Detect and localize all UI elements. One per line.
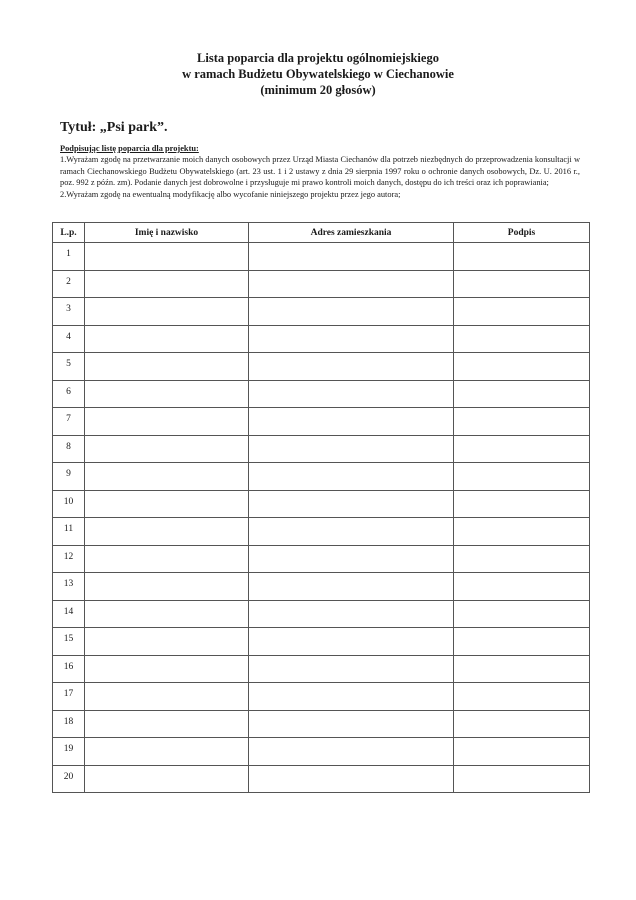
table-row (53, 380, 590, 408)
consent-point-1: 1.Wyrażam zgodę na przetwarzanie moich danych osobowych przez Urząd Miasta Ciechanów dla potrzeb niezbędnych do przeprowadzenia konsultacji w ramach Ciechanowskiego Budżetu Obywatelskiego (art. 23 ust. 1 i 2 ustawy z dnia 29 sierpnia 1997 roku o ochronie danych osobowych, Dz. U. 2016 r., poz. 992 z późn. zm). Podanie danych jest dobrowolne i przysługuje mi prawo kontroli moich danych, dostępu do ich treści oraz ich poprawiania; (60, 155, 580, 188)
row-number: 19 (53, 738, 85, 766)
signature-cell (454, 270, 590, 298)
table-row (53, 270, 590, 298)
table-row (53, 243, 590, 271)
signature-cell (454, 573, 590, 601)
signature-cell (454, 683, 590, 711)
table-row (53, 710, 590, 738)
address-cell (249, 765, 454, 793)
row-number: 10 (53, 490, 85, 518)
address-cell (249, 573, 454, 601)
table-header-row (53, 223, 590, 243)
address-cell (249, 628, 454, 656)
row-number: 16 (53, 655, 85, 683)
table-row (53, 490, 590, 518)
signature-cell (454, 490, 590, 518)
name-cell (85, 655, 249, 683)
address-cell (249, 435, 454, 463)
project-title: Tytuł: „Psi park”. (60, 120, 168, 135)
table-row (53, 298, 590, 326)
signature-cell (454, 463, 590, 491)
name-cell (85, 683, 249, 711)
consent-heading: Podpisując listę poparcia dla projektu: (60, 144, 199, 153)
address-cell (249, 353, 454, 381)
signature-cell (454, 600, 590, 628)
signature-table (52, 222, 590, 793)
row-number: 1 (53, 243, 85, 271)
name-cell (85, 380, 249, 408)
heading-line-1: Lista poparcia dla projektu ogólnomiejskiego (197, 51, 439, 65)
header-address: Adres zamieszkania (249, 223, 454, 243)
heading-line-2: w ramach Budżetu Obywatelskiego w Ciechanowie (182, 67, 454, 81)
address-cell (249, 738, 454, 766)
name-cell (85, 600, 249, 628)
name-cell (85, 518, 249, 546)
address-cell (249, 380, 454, 408)
signature-cell (454, 243, 590, 271)
heading-line-3: (minimum 20 głosów) (260, 83, 376, 97)
address-cell (249, 270, 454, 298)
row-number: 13 (53, 573, 85, 601)
table-row (53, 463, 590, 491)
row-number: 7 (53, 408, 85, 436)
signature-cell (454, 408, 590, 436)
address-cell (249, 243, 454, 271)
table-row (53, 408, 590, 436)
table-row (53, 435, 590, 463)
address-cell (249, 298, 454, 326)
signature-cell (454, 738, 590, 766)
signature-cell (454, 353, 590, 381)
name-cell (85, 738, 249, 766)
table-row (53, 655, 590, 683)
address-cell (249, 655, 454, 683)
address-cell (249, 408, 454, 436)
address-cell (249, 600, 454, 628)
name-cell (85, 545, 249, 573)
row-number: 6 (53, 380, 85, 408)
header-name: Imię i nazwisko (85, 223, 249, 243)
name-cell (85, 710, 249, 738)
signature-cell (454, 325, 590, 353)
row-number: 18 (53, 710, 85, 738)
header-signature: Podpis (454, 223, 590, 243)
table-row (53, 765, 590, 793)
row-number: 20 (53, 765, 85, 793)
address-cell (249, 710, 454, 738)
consent-section (60, 143, 580, 200)
table-row (53, 600, 590, 628)
name-cell (85, 490, 249, 518)
table-row (53, 738, 590, 766)
row-number: 3 (53, 298, 85, 326)
name-cell (85, 243, 249, 271)
signature-cell (454, 655, 590, 683)
name-cell (85, 435, 249, 463)
row-number: 4 (53, 325, 85, 353)
table-row (53, 545, 590, 573)
row-number: 2 (53, 270, 85, 298)
name-cell (85, 408, 249, 436)
address-cell (249, 490, 454, 518)
table-row (53, 518, 590, 546)
header-lp: L.p. (53, 223, 85, 243)
consent-point-2: 2.Wyrażam zgodę na ewentualną modyfikację albo wycofanie niniejszego projektu przez jego autora; (60, 189, 401, 199)
signature-cell (454, 518, 590, 546)
name-cell (85, 628, 249, 656)
row-number: 9 (53, 463, 85, 491)
row-number: 15 (53, 628, 85, 656)
signature-cell (454, 710, 590, 738)
address-cell (249, 683, 454, 711)
signature-cell (454, 435, 590, 463)
table-row (53, 325, 590, 353)
name-cell (85, 573, 249, 601)
table-row (53, 353, 590, 381)
address-cell (249, 518, 454, 546)
signature-cell (454, 380, 590, 408)
document-heading (0, 50, 636, 98)
name-cell (85, 765, 249, 793)
signature-cell (454, 765, 590, 793)
row-number: 5 (53, 353, 85, 381)
table-row (53, 573, 590, 601)
table-row (53, 683, 590, 711)
row-number: 17 (53, 683, 85, 711)
row-number: 12 (53, 545, 85, 573)
signature-cell (454, 298, 590, 326)
row-number: 8 (53, 435, 85, 463)
signature-cell (454, 545, 590, 573)
address-cell (249, 325, 454, 353)
address-cell (249, 463, 454, 491)
name-cell (85, 463, 249, 491)
name-cell (85, 298, 249, 326)
address-cell (249, 545, 454, 573)
row-number: 11 (53, 518, 85, 546)
table-body (53, 243, 590, 793)
name-cell (85, 325, 249, 353)
table-row (53, 628, 590, 656)
name-cell (85, 353, 249, 381)
name-cell (85, 270, 249, 298)
signature-cell (454, 628, 590, 656)
row-number: 14 (53, 600, 85, 628)
